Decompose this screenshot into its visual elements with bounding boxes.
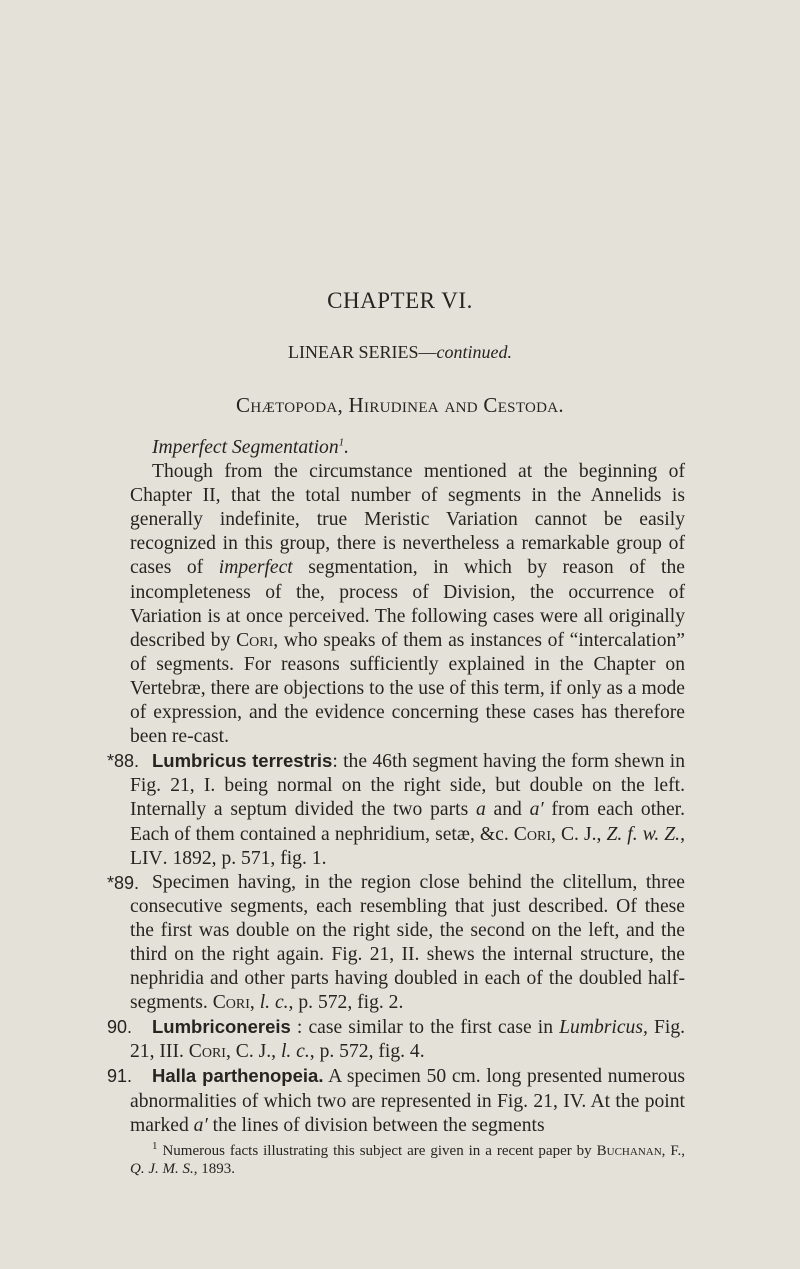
species-name: Halla parthenopeia. — [152, 1065, 324, 1087]
citation-volume: LIV — [130, 847, 163, 869]
subheading-end: . — [344, 437, 350, 458]
entry-text: from each other. Each of them contained a nephridium, setæ, &c. — [130, 799, 685, 845]
intro-text-1: Though from the circumstance mentioned at the beginning of Chapter — [130, 461, 685, 507]
entry-91 — [107, 1064, 685, 1137]
citation-text: , C. J., — [225, 1041, 281, 1063]
chapter-title: CHAPTER VI. — [327, 288, 473, 313]
entry-89 — [107, 871, 685, 1016]
entry-text: Specimen having, in the region close behind the clitellum, three consecutive segments, each resembling that just described. Of these the first was double on the right side, the second on the left, and the third on the right again. Fig. 21, II. shews the internal structure, the nephridia and other parts having doubled in each of the doubled half-segments. — [130, 871, 685, 1014]
subheading — [130, 436, 685, 460]
entry-symbol: a′ — [193, 1114, 208, 1136]
entry-text: Fig. 21, III. — [130, 1017, 686, 1063]
footnote-text: , F., — [661, 1143, 685, 1159]
entry-text: A specimen 50 cm. long presented numerous abnormalities of which two are represented in Fig. 21, IV. At the point marked — [130, 1066, 685, 1136]
citation-loc: l. c. — [280, 1041, 310, 1063]
entry-90 — [107, 1015, 686, 1064]
intro-text-2: , that the total number of segments in the Annelids is generally indefinite, true Meristic Variation cannot be easily recognized in this group, there is nevertheless a remarkable group of cases of — [130, 485, 685, 579]
intro-paragraph — [130, 460, 685, 749]
intro-emphasis: imperfect — [218, 557, 293, 579]
citation-text: , C. J., — [550, 823, 607, 845]
species-name: Lumbricus terrestris — [152, 750, 333, 772]
entry-number: 91. — [107, 1066, 133, 1087]
genus-name: Lumbricus, — [559, 1017, 648, 1039]
citation-text: . 1892, p. 571, fig. 1. — [162, 847, 327, 869]
citation-author: Cori — [212, 992, 250, 1014]
entry-symbol: a′ — [529, 799, 544, 821]
footnote-text: , 1893. — [193, 1161, 235, 1177]
species-name: Lumbriconereis — [152, 1016, 291, 1038]
footnote — [130, 1142, 685, 1178]
entry-88 — [107, 749, 685, 870]
entry-symbol: a — [475, 799, 486, 821]
citation-text: , p. 572, fig. 2. — [288, 992, 404, 1014]
subtitle-dash: — — [418, 342, 437, 362]
citation-text: , — [680, 823, 685, 845]
citation-loc: l. c. — [259, 992, 289, 1014]
entry-text: : case similar to the first case in — [290, 1017, 560, 1039]
entry-text: and — [485, 799, 530, 821]
footnote-author: Buchanan — [596, 1143, 662, 1159]
entry-number: *88. — [107, 751, 140, 772]
intro-author: Cori — [236, 629, 274, 651]
subtitle-main: LINEAR SERIES — [288, 342, 419, 362]
chapter-ref: II — [202, 485, 216, 507]
body-text — [107, 436, 686, 1138]
entry-number: 90. — [107, 1017, 133, 1038]
footnote-ref: 1 — [338, 436, 345, 449]
footnote-mark: 1 — [152, 1140, 158, 1152]
footnote-text: Numerous facts illustrating this subject are given in a recent paper by — [157, 1143, 597, 1159]
entry-text: the lines of division between the segments — [207, 1114, 545, 1136]
citation-author: Cori — [188, 1041, 226, 1063]
chapter-subtitle — [0, 342, 800, 363]
citation-journal: Z. f. w. Z. — [606, 823, 681, 845]
subheading-text: Imperfect Segmentation — [152, 437, 339, 458]
intro-text-3: segmentation, in which by reason of the incompleteness of the, process of Division, the occurrence of Variation is at once perceived. The following cases were all originally described by — [130, 557, 685, 651]
footnote-journal: Q. J. M. S. — [130, 1161, 194, 1177]
entry-number: *89. — [107, 872, 140, 893]
citation-text: , p. 572, fig. 4. — [309, 1041, 425, 1063]
entry-text: : the 46th segment having the form shewn in Fig. 21, I. being normal on the right side, but double on the left. Internally a septum divided the two parts — [130, 751, 685, 821]
subtitle-continued: continued. — [436, 342, 512, 362]
citation-text: , — [249, 992, 260, 1014]
intro-text-4: , who speaks of them as instances of “intercalation” of segments. For reasons sufficiently explained in the Chapter on Vertebræ, there are objections to the use of this term, if only as a mode of expression, and the evidence concerning these cases has therefore been re-cast. — [130, 629, 685, 748]
section-heading: Chætopoda, Hirudinea and Cestoda. — [236, 393, 564, 417]
citation-author: Cori — [513, 823, 551, 845]
